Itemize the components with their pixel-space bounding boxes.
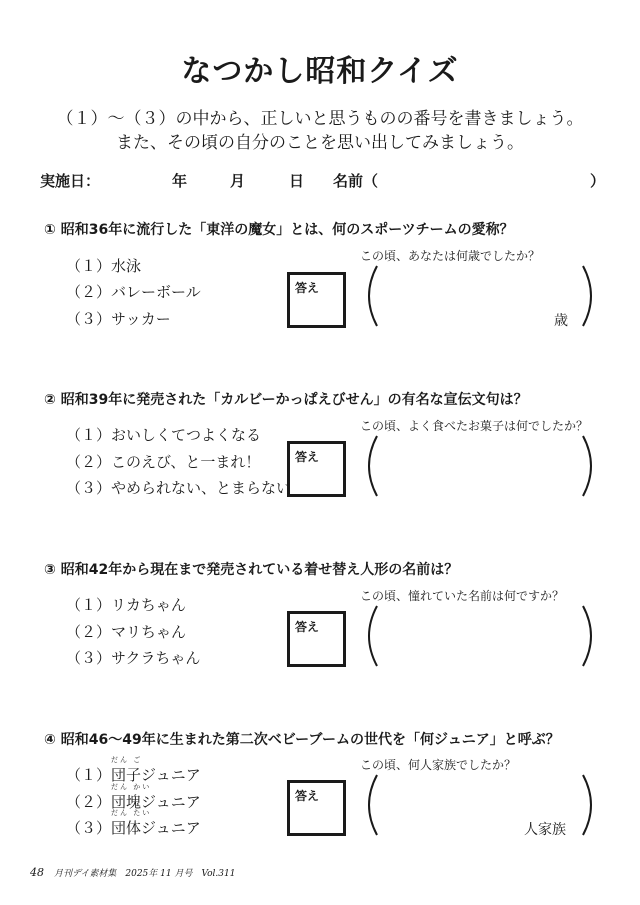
name-label: 名前（ — [333, 172, 379, 190]
question-2-option-2: （２）このえび、と一まれ！ — [66, 453, 261, 471]
question-2-title: ② 昭和39年に発売された「カルビーかっぱえびせん」の有名な宣伝文句は？ — [44, 392, 528, 408]
right-parenthesis — [573, 434, 603, 498]
right-parenthesis — [573, 604, 603, 668]
option-number: （３） — [66, 819, 112, 837]
option-kanji: 団塊 — [111, 793, 142, 811]
question-3-title: ③ 昭和42年から現在まで発売されている着せ替え人形の名前は？ — [44, 562, 459, 578]
page-footer — [30, 866, 235, 879]
publication-info: 月刊デイ素材集 2025年 11 月号 Vol.311 — [54, 869, 236, 879]
option-suffix: ジュニア — [141, 793, 201, 811]
question-2-option-1: （１）おいしくてつよくなる — [66, 426, 262, 444]
year-label: 年 — [172, 172, 188, 190]
question-3-option-3: （３）サクラちゃん — [66, 649, 201, 667]
option-suffix: ジュニア — [141, 819, 201, 837]
question-1-memo-field[interactable] — [362, 272, 570, 328]
question-3-option-1: （１）リカちゃん — [66, 596, 186, 614]
question-1-memo-unit: 歳 — [554, 313, 568, 329]
question-3-memo-question: この頃、憧れていた名前は何ですか？ — [360, 589, 565, 603]
question-1-option-1: （１）水泳 — [66, 257, 142, 275]
option-suffix: ジュニア — [141, 766, 201, 784]
page-number: 48 — [30, 866, 44, 879]
instruction-line-1: （１）～（３）の中から、正しいと思うものの番号を書きましょう。 — [56, 109, 584, 129]
date-label: 実施日： — [40, 172, 101, 190]
option-kanji: 団子 — [111, 766, 142, 784]
instruction-line-2: また、その頃の自分のことを思い出してみましょう。 — [116, 133, 524, 153]
option-number: （１） — [66, 766, 112, 784]
question-3-option-2: （２）マリちゃん — [66, 623, 187, 641]
question-4-memo-question: この頃、何人家族でしたか？ — [360, 758, 517, 772]
question-2-memo-question: この頃、よく食べたお菓子は何でしたか？ — [360, 419, 589, 433]
month-label: 月 — [230, 172, 246, 190]
furigana: だん ご — [111, 756, 143, 764]
question-4-answer-box[interactable] — [287, 780, 346, 836]
question-2-option-3: （３）やめられない、とまらない — [66, 479, 292, 497]
question-1-memo-question: この頃、あなたは何歳でしたか？ — [360, 249, 541, 263]
furigana: だん かい — [111, 783, 152, 791]
answer-label: 答え — [295, 620, 320, 634]
question-3-memo-field[interactable] — [362, 611, 570, 667]
question-1-title: ① 昭和36年に流行した「東洋の魔女」とは、何のスポーツチームの愛称？ — [44, 222, 514, 238]
option-kanji: 団体 — [111, 819, 142, 837]
question-4-memo-unit: 人家族 — [524, 822, 566, 838]
question-1-option-3: （３）サッカー — [66, 310, 171, 328]
question-3-answer-box[interactable] — [287, 611, 346, 667]
question-1-answer-box[interactable] — [287, 272, 346, 328]
question-2-answer-box[interactable] — [287, 441, 346, 497]
question-1-option-2: （２）バレーボール — [66, 283, 201, 301]
question-2-memo-field[interactable] — [362, 441, 570, 497]
question-4-title: ④ 昭和46～49年に生まれた第二次ベビーブームの世代を「何ジュニア」と呼ぶ？ — [44, 732, 560, 748]
question-4-option-3 — [66, 809, 201, 838]
right-parenthesis — [573, 264, 603, 328]
name-close-paren: ） — [590, 172, 606, 190]
right-parenthesis — [573, 773, 603, 837]
page-title: なつかし昭和クイズ — [181, 54, 459, 89]
day-label: 日 — [289, 172, 305, 190]
answer-label: 答え — [295, 281, 320, 295]
answer-label: 答え — [295, 450, 320, 464]
question-4-memo-field[interactable] — [362, 780, 522, 836]
answer-label: 答え — [295, 789, 320, 803]
option-number: （２） — [66, 793, 112, 811]
furigana: だん たい — [111, 809, 152, 817]
